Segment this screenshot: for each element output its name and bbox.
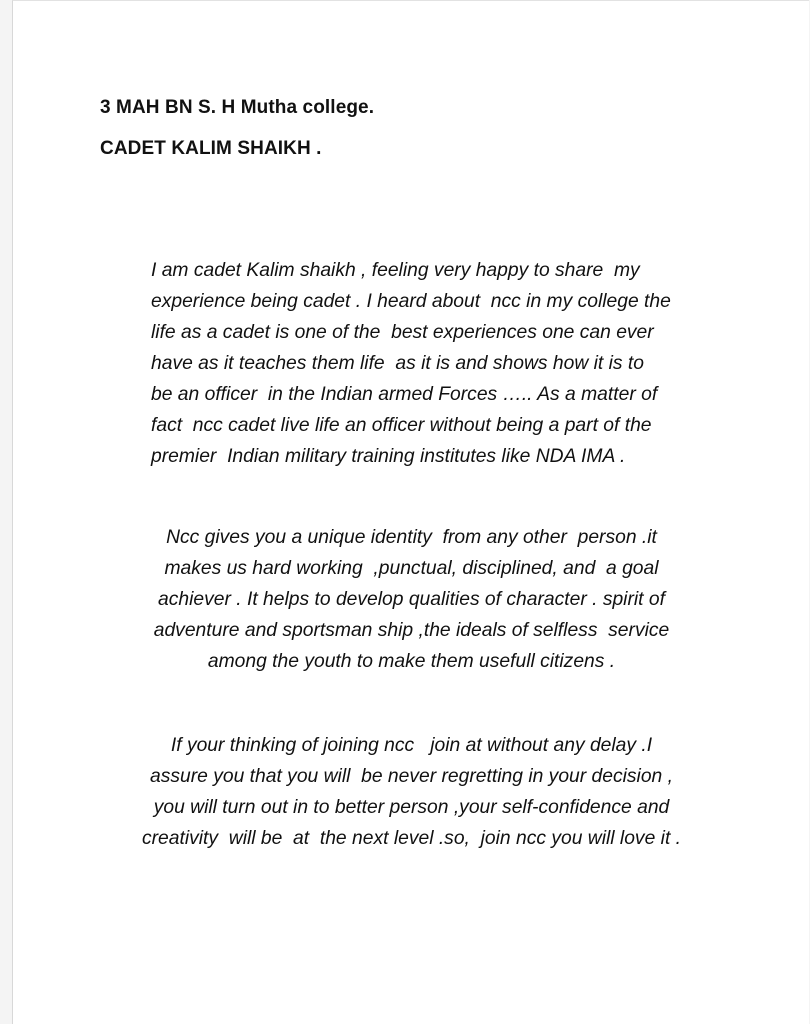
text-line: assure you that you will be never regretting in your decision , [149,766,673,787]
document-page [12,0,809,1024]
text-line: If your thinking of joining ncc join at without any delay .I [170,735,653,756]
text-line: I am cadet Kalim shaikh , feeling very happy to share my [151,260,640,281]
text-line: achiever . It helps to develop qualities of character . spirit of [158,589,665,610]
cadet-name-heading: CADET KALIM SHAIKH . [100,138,322,159]
text-line: creativity will be at the next level .so, join ncc you will love it . [141,828,682,849]
text-line: among the youth to make them usefull citizens . [207,651,616,672]
unit-college-heading: 3 MAH BN S. H Mutha college. [100,97,375,118]
text-line: be an officer in the Indian armed Forces ….. As a matter of [151,384,658,405]
text-line: adventure and sportsman ship ,the ideals of selfless service [153,620,670,641]
text-line: life as a cadet is one of the best experiences one can ever [151,322,654,343]
text-line: experience being cadet . I heard about ncc in my college the [151,291,671,312]
text-line: fact ncc cadet live life an officer without being a part of the [151,415,652,436]
text-line: makes us hard working ,punctual, disciplined, and a goal [164,558,659,579]
text-line: premier Indian military training institutes like NDA IMA . [151,446,626,467]
text-line: have as it teaches them life as it is and shows how it is to [151,353,644,374]
text-line: Ncc gives you a unique identity from any other person .it [166,527,657,548]
paragraph-joining-advice [13,730,810,854]
paragraph-introduction [151,255,671,472]
paragraph-ncc-benefits [13,522,810,677]
text-line: you will turn out in to better person ,your self-confidence and [153,797,670,818]
